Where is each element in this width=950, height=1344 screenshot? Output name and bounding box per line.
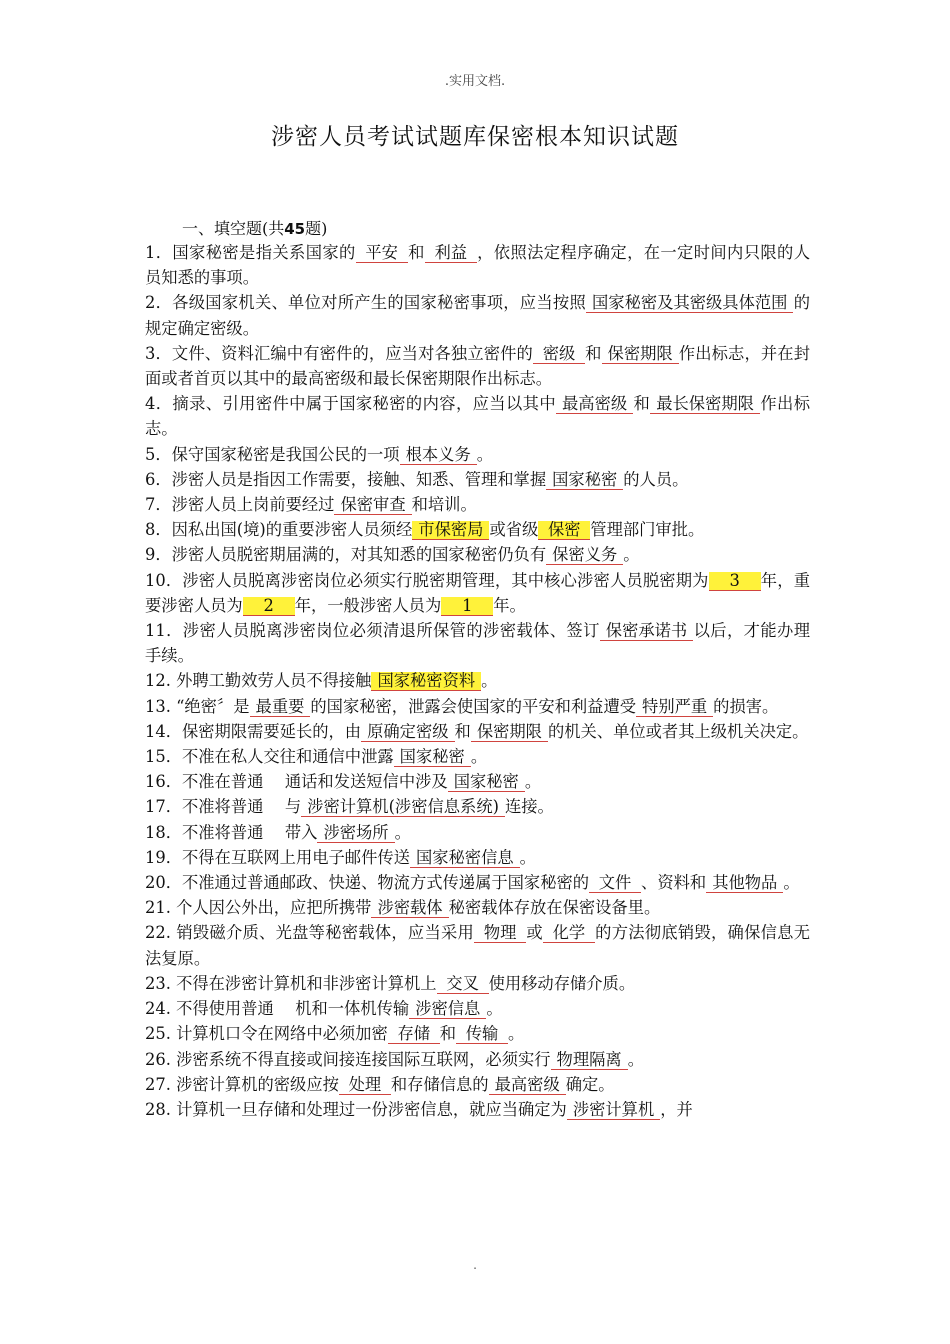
answer-blank: 根本义务: [400, 446, 477, 465]
question-text: 的机关、单位或者其上级机关决定。: [547, 721, 809, 741]
question-item: [145, 769, 810, 794]
question-text: 12. 外聘工勤效劳人员不得接触: [145, 671, 372, 691]
question-text: 15．不准在私人交往和通信中泄露: [145, 747, 394, 767]
question-text: 2．各级国家机关、单位对所产生的国家秘密事项，应当按照: [145, 293, 587, 313]
question-item: [145, 996, 810, 1021]
answer-blank: 最高密级: [556, 395, 633, 414]
question-text: 作出标志。: [145, 394, 810, 439]
question-text: ，依照法定程序确定，在一定时间内只限的人员知悉的事项。: [145, 243, 810, 288]
question-text: 连接。: [504, 797, 554, 817]
question-text: 的方法彻底销毁，确保信息无法复原。: [145, 923, 810, 968]
question-item: [145, 467, 810, 492]
answer-blank: 国家秘密及其密级具体范围: [586, 294, 793, 313]
question-item: [145, 391, 810, 441]
answer-blank: 存储: [388, 1025, 440, 1044]
question-text: 年，一般涉密人员为: [294, 595, 442, 615]
question-text: 13. “绝密〞是: [145, 696, 250, 716]
question-text: 的损害。: [713, 696, 779, 716]
answer-blank: 保密期限: [602, 345, 679, 364]
answer-blank: 物理隔离: [551, 1051, 628, 1070]
question-text: 。: [476, 444, 494, 464]
header-mark: .实用文档.: [444, 74, 506, 89]
question-text: 3．文件、资料汇编中有密件的，应当对各独立密件的: [145, 343, 533, 363]
question-item: [145, 568, 810, 618]
answer-blank: 最长保密期限: [650, 395, 760, 414]
question-text: 16．不准在普通 通话和发送短信中涉及: [145, 772, 448, 792]
question-text: 20．不准通过普通邮政、快递、物流方式传递属于国家秘密的: [145, 873, 590, 893]
answer-blank: 2: [243, 597, 295, 616]
question-text: 22. 销毁磁介质、光盘等秘密载体，应当采用: [145, 923, 475, 943]
answer-blank: 保密: [538, 521, 590, 540]
question-text: 10．涉密人员脱离涉密岗位必须实行脱密期管理，其中核心涉密人员脱密期为: [145, 570, 709, 590]
answer-blank: 处理: [339, 1076, 391, 1095]
answer-blank: 1: [441, 597, 493, 616]
question-text: 7．涉密人员上岗前要经过: [145, 495, 335, 515]
answer-blank: 涉密载体: [371, 899, 448, 918]
question-text: 。: [627, 1049, 644, 1069]
answer-blank: 涉密信息: [409, 1000, 486, 1019]
question-text: 26. 涉密系统不得直接或间接连接国际互联网，必须实行: [145, 1049, 551, 1069]
question-item: [145, 744, 810, 769]
question-text: 11．涉密人员脱离涉密岗位必须清退所保管的涉密载体、签订: [145, 621, 600, 641]
answer-blank: 原确定密级: [361, 723, 454, 742]
question-text: 。: [481, 671, 498, 691]
question-item: [145, 794, 810, 819]
question-text: 作出标志，并在封面或者首页以其中的最高密级和最长保密期限作出标志。: [145, 343, 810, 389]
question-item: [145, 845, 810, 870]
question-item: [145, 542, 810, 567]
question-item: [145, 694, 810, 719]
question-text: 秘密载体存放在保密设备里。: [448, 898, 661, 918]
question-text: 14．保密期限需要延长的，由: [145, 721, 362, 741]
question-text: 1．国家秘密是指关系国家的: [145, 243, 356, 262]
question-item: [145, 820, 810, 845]
question-text: 27. 涉密计算机的密级应按: [145, 1074, 339, 1094]
question-text: 使用移动存储介质。: [488, 973, 636, 993]
question-text: 和: [633, 394, 651, 414]
question-text: 24. 不得使用普通 机和一体机传输: [145, 999, 410, 1019]
question-item: [145, 492, 810, 517]
question-item: [145, 341, 810, 391]
question-text: 21. 个人因公外出，应把所携带: [145, 898, 372, 918]
question-item: [145, 971, 810, 996]
question-text: 。: [524, 772, 542, 792]
question-item: [145, 240, 810, 290]
question-text: 。: [394, 822, 411, 842]
question-text: 18．不准将普通 带入: [145, 822, 318, 842]
question-text: 。: [623, 545, 640, 565]
question-text: 8．因私出国(境)的重要涉密人员须经: [145, 520, 413, 540]
answer-blank: 涉密场所: [317, 824, 394, 843]
question-text: 年，重要涉密人员为: [145, 570, 810, 615]
question-text: 6．涉密人员是指因工作需要，接触、知悉、管理和掌握: [145, 469, 547, 489]
question-list: [145, 240, 810, 1122]
question-text: 管理部门审批。: [590, 520, 705, 540]
answer-blank: 特别严重: [636, 698, 713, 717]
question-item: [145, 870, 810, 895]
question-item: [145, 442, 810, 467]
question-item: [145, 668, 810, 693]
question-text: 和存储信息的: [390, 1074, 489, 1094]
question-text: 和: [407, 243, 425, 262]
question-text: 28. 计算机一旦存储和处理过一份涉密信息，就应当确定为: [145, 1099, 567, 1119]
answer-blank: 3: [709, 572, 761, 591]
answer-blank: 国家秘密: [394, 748, 471, 767]
question-text: 。: [783, 873, 800, 893]
section-heading-count: 45: [284, 220, 306, 238]
document-title: 涉密人员考试试题库保密根本知识试题: [271, 124, 679, 150]
question-text: 的国家秘密，泄露会使国家的平安和利益遭受: [310, 696, 637, 716]
question-text: 9．涉密人员脱密期届满的，对其知悉的国家秘密仍负有: [145, 545, 547, 565]
question-text: 和: [584, 343, 602, 363]
question-text: 以后，才能办理手续。: [145, 621, 810, 666]
footer-mark: .: [473, 1258, 477, 1272]
question-text: 和: [454, 721, 471, 741]
answer-blank: 利益: [425, 244, 477, 263]
question-item: [145, 719, 810, 744]
answer-blank: 保密承诺书: [600, 622, 693, 641]
question-text: 的规定确定密级。: [145, 293, 810, 338]
answer-blank: 传输: [456, 1025, 508, 1044]
question-text: 25. 计算机口令在网络中必须加密: [145, 1024, 388, 1044]
question-item: [145, 1097, 810, 1122]
question-item: [145, 618, 810, 668]
question-item: [145, 1021, 810, 1046]
answer-blank: 国家秘密: [448, 773, 525, 792]
answer-blank: 文件: [589, 874, 641, 893]
section-heading: [182, 216, 327, 239]
answer-blank: 化学: [543, 924, 595, 943]
answer-blank: 市保密局: [412, 521, 489, 540]
question-text: 、资料和: [641, 873, 707, 893]
answer-blank: 最重要: [250, 698, 311, 717]
answer-blank: 保密审查: [334, 496, 411, 515]
question-text: 23. 不得在涉密计算机和非涉密计算机上: [145, 973, 437, 993]
question-text: 。: [519, 847, 536, 867]
question-item: [145, 920, 810, 970]
answer-blank: 保密义务: [546, 546, 623, 565]
answer-blank: 国家秘密资料: [371, 672, 481, 691]
question-item: [145, 895, 810, 920]
question-text: 。: [486, 999, 503, 1019]
question-text: 。: [470, 747, 488, 767]
question-text: 和: [439, 1024, 457, 1044]
question-text: ，并: [660, 1099, 693, 1119]
question-item: [145, 1072, 810, 1097]
answer-blank: 密级: [533, 345, 585, 364]
question-text: 或: [526, 923, 543, 943]
question-item: [145, 1047, 810, 1072]
question-text: 年。: [493, 595, 526, 615]
answer-blank: 涉密计算机(涉密信息系统): [301, 798, 505, 817]
question-text: 和培训。: [411, 495, 477, 515]
answer-blank: 涉密计算机: [567, 1101, 660, 1120]
question-text: 的人员。: [623, 469, 689, 489]
answer-blank: 保密期限: [471, 723, 548, 742]
question-text: 。: [508, 1024, 525, 1044]
question-text: 确定。: [565, 1074, 615, 1094]
question-text: 或省级: [489, 520, 539, 540]
answer-blank: 国家秘密信息: [410, 849, 520, 868]
answer-blank: 国家秘密: [546, 471, 623, 490]
question-text: 4．摘录、引用密件中属于国家秘密的内容，应当以其中: [145, 394, 557, 414]
answer-blank: 交叉: [437, 975, 489, 994]
answer-blank: 最高密级: [489, 1076, 566, 1095]
section-heading-suffix: 题): [305, 219, 328, 238]
question-text: 19．不得在互联网上用电子邮件传送: [145, 847, 410, 867]
answer-blank: 其他物品: [706, 874, 783, 893]
answer-blank: 平安: [356, 244, 408, 263]
section-heading-text: 一、填空题(共: [182, 219, 285, 238]
question-item: [145, 517, 810, 542]
answer-blank: 物理: [474, 924, 526, 943]
question-item: [145, 290, 810, 340]
question-text: 5．保守国家秘密是我国公民的一项: [145, 444, 400, 464]
question-text: 17．不准将普通 与: [145, 797, 302, 817]
